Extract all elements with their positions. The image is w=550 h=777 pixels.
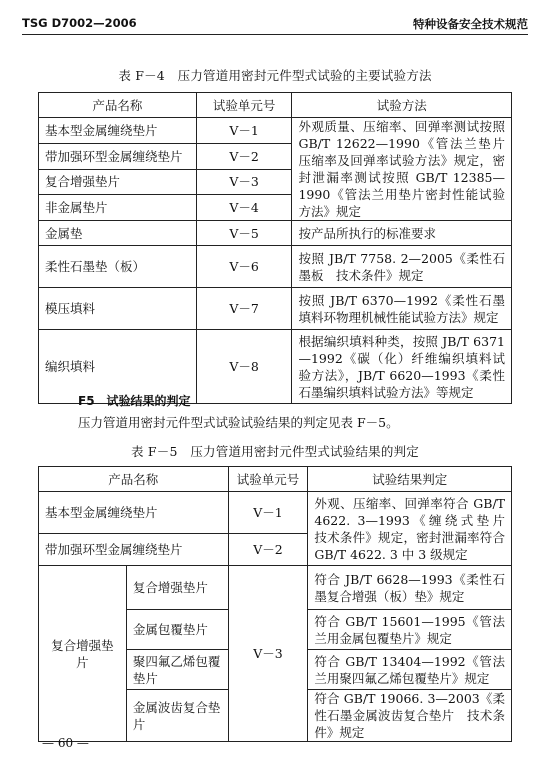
column-header: 产品名称 — [39, 93, 197, 118]
product-group-cell: 复合增强垫片 — [39, 566, 127, 742]
sub-product-cell: 金属波齿复合垫片 — [126, 690, 228, 742]
column-header: 试验方法 — [292, 93, 512, 118]
result-judgement-cell: 外观、压缩率、回弹率符合 GB/T 4622. 3—1993《缠绕式垫片 技术条件》规定，密封泄漏率符合 GB/T 4622. 3 中 3 级规定 — [308, 492, 512, 566]
test-unit-cell: Ⅴ－2 — [228, 534, 308, 566]
test-unit-cell: Ⅴ－3 — [228, 566, 308, 742]
running-header — [22, 8, 528, 35]
result-judgement-cell: 符合 JB/T 6628—1993《柔性石墨复合增强（板）垫》规定 — [308, 566, 512, 610]
test-method-cell: 按照 JB/T 7758. 2—2005《柔性石墨板 技术条件》规定 — [292, 246, 512, 288]
test-method-cell: 外观质量、压缩率、回弹率测试按照 GB/T 12622—1990《管法兰垫片 压缩率及回弹率试验方法》规定，密封泄漏率测试按照 GB/T 12385—1990《管法兰用垫片密封性能试验方法》规定 — [292, 118, 512, 221]
product-name-cell: 基本型金属缠绕垫片 — [39, 492, 229, 534]
column-header: 产品名称 — [39, 467, 229, 492]
test-method-cell: 按照 JB/T 6370—1992《柔性石墨填料环物理机械性能试验方法》规定 — [292, 288, 512, 330]
table-row — [39, 566, 512, 610]
product-name-cell: 金属垫 — [39, 221, 197, 246]
test-unit-cell: Ⅴ－3 — [196, 169, 292, 195]
result-judgement-cell: 符合 GB/T 15601—1995《管法兰用金属包覆垫片》规定 — [308, 610, 512, 650]
product-name-cell: 柔性石墨垫（板） — [39, 246, 197, 288]
table-f4-caption: 表 F－4 压力管道用密封元件型式试验的主要试验方法 — [118, 68, 432, 83]
column-header: 试验单元号 — [196, 93, 292, 118]
table-header-row — [39, 467, 512, 492]
test-unit-cell: Ⅴ－2 — [196, 143, 292, 169]
page-number: — 60 — — [42, 736, 89, 750]
table-row — [39, 221, 512, 246]
table-f4 — [38, 92, 518, 404]
test-unit-cell: Ⅴ－8 — [196, 330, 292, 404]
test-unit-cell: Ⅴ－6 — [196, 246, 292, 288]
test-method-cell: 根据编织填料种类，按照 JB/T 6371—1992《碳（化）纤维编织填料试验方法》，JB/T 6620—1993《柔性石墨编织填料试验方法》等规定 — [292, 330, 512, 404]
sub-product-cell: 聚四氟乙烯包覆垫片 — [126, 650, 228, 690]
table-row — [39, 118, 512, 144]
product-name-cell: 编织填料 — [39, 330, 197, 404]
product-name-cell: 模压填料 — [39, 288, 197, 330]
test-unit-cell: Ⅴ－4 — [196, 195, 292, 221]
table-row — [39, 492, 512, 534]
sub-product-cell: 复合增强垫片 — [126, 566, 228, 610]
column-header: 试验结果判定 — [308, 467, 512, 492]
product-name-cell: 基本型金属缠绕垫片 — [39, 118, 197, 144]
test-unit-cell: Ⅴ－1 — [196, 118, 292, 144]
result-judgement-cell: 符合 GB/T 19066. 3—2003《柔性石墨金属波齿复合垫片 技术条件》规定 — [308, 690, 512, 742]
section-paragraph: 压力管道用密封元件型式试验试验结果的判定见表 F－5。 — [78, 415, 399, 430]
section-title: F5 试验结果的判定 — [78, 394, 191, 408]
test-unit-cell: Ⅴ－1 — [228, 492, 308, 534]
test-method-cell: 按产品所执行的标准要求 — [292, 221, 512, 246]
product-name-cell: 带加强环型金属缠绕垫片 — [39, 534, 229, 566]
test-unit-cell: Ⅴ－5 — [196, 221, 292, 246]
product-name-cell: 复合增强垫片 — [39, 169, 197, 195]
table-row — [39, 288, 512, 330]
test-unit-cell: Ⅴ－7 — [196, 288, 292, 330]
header-standard-code: TSG D7002—2006 — [22, 16, 137, 30]
sub-product-cell: 金属包覆垫片 — [126, 610, 228, 650]
header-series-title: 特种设备安全技术规范 — [413, 17, 528, 31]
table-f5 — [38, 466, 518, 742]
product-name-cell: 带加强环型金属缠绕垫片 — [39, 143, 197, 169]
result-judgement-cell: 符合 GB/T 13404—1992《管法兰用聚四氟乙烯包覆垫片》规定 — [308, 650, 512, 690]
table-f5-caption: 表 F－5 压力管道用密封元件型式试验结果的判定 — [131, 444, 419, 459]
table-row — [39, 246, 512, 288]
product-name-cell: 非金属垫片 — [39, 195, 197, 221]
table-header-row — [39, 93, 512, 118]
column-header: 试验单元号 — [228, 467, 308, 492]
